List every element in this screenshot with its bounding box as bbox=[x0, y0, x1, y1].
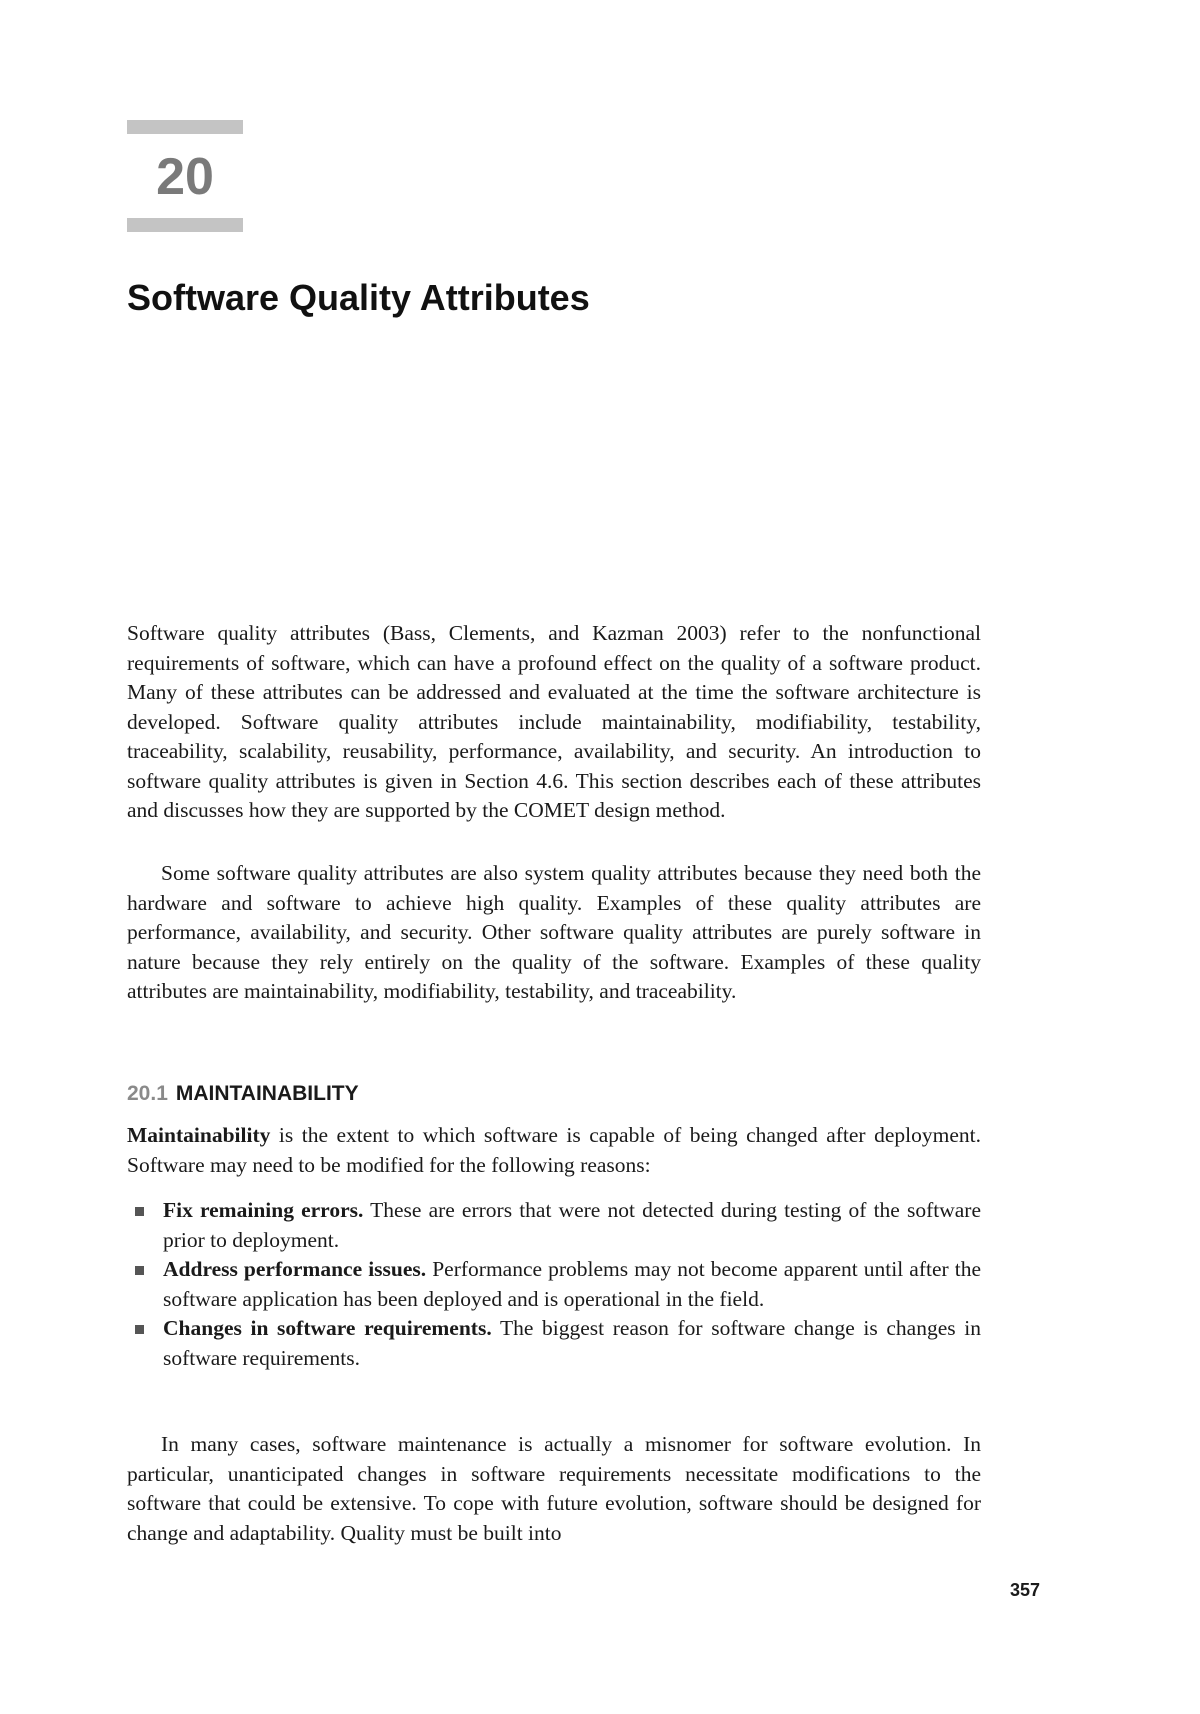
chapter-title: Software Quality Attributes bbox=[127, 277, 590, 318]
list-item bbox=[127, 1255, 981, 1314]
bullet-text: These are errors that were not detected during testing of the software prior to deployment. bbox=[163, 1198, 981, 1252]
page-number: 357 bbox=[1010, 1580, 1041, 1600]
reasons-list bbox=[127, 1196, 981, 1373]
bullet-text: Performance problems may not become apparent until after the software application has been deployed and is operational in the field. bbox=[163, 1257, 981, 1311]
lead-text: is the extent to which software is capable of being changed after deployment. Software may need to be modified for the following reasons: bbox=[127, 1123, 981, 1177]
list-item bbox=[127, 1196, 981, 1255]
section-lead-paragraph bbox=[127, 1121, 981, 1180]
chapter-number: 20 bbox=[156, 148, 214, 206]
chapter-bar-top bbox=[127, 120, 243, 134]
square-bullet-icon bbox=[135, 1207, 144, 1216]
square-bullet-icon bbox=[135, 1325, 144, 1334]
lead-term: Maintainability bbox=[127, 1123, 271, 1147]
square-bullet-icon bbox=[135, 1266, 144, 1275]
bullet-term: Changes in software requirements. bbox=[163, 1316, 492, 1340]
list-item bbox=[127, 1314, 981, 1373]
closing-paragraph: In many cases, software maintenance is actually a misnomer for software evolution. In particular, unanticipated changes in software requirements necessitate modifications to the software that could be extensive. To cope with future evolution, software should be designed for change and adaptability. Quality must be built into bbox=[127, 1432, 981, 1545]
intro-paragraph-1: Software quality attributes (Bass, Clements, and Kazman 2003) refer to the nonfunctional requirements of software, which can have a profound effect on the quality of a software product. Many of these attributes can be addressed and evaluated at the time the software architecture is developed. Software quality attributes include maintainability, modifiability, testability, traceability, scalability, reusability, performance, availability, and security. An introduction to software quality attributes is given in Section 4.6. This section describes each of these attributes and discusses how they are supported by the COMET design method. bbox=[127, 621, 981, 822]
section-number: 20.1 bbox=[127, 1082, 168, 1105]
bullet-term: Fix remaining errors. bbox=[163, 1198, 364, 1222]
bullet-text: The biggest reason for software change is changes in software requirements. bbox=[163, 1316, 981, 1370]
section-heading bbox=[127, 1080, 359, 1108]
intro-paragraph-2: Some software quality attributes are also system quality attributes because they need both the hardware and software to achieve high quality. Examples of these quality attributes are performance, availability, and security. Other software quality attributes are purely software in nature because they rely entirely on the quality of the software. Examples of these quality attributes are maintainability, modifiability, testability, and traceability. bbox=[127, 861, 981, 1003]
bullet-term: Address performance issues. bbox=[163, 1257, 427, 1281]
chapter-bar-bottom bbox=[127, 218, 243, 232]
section-title: MAINTAINABILITY bbox=[175, 1082, 359, 1105]
